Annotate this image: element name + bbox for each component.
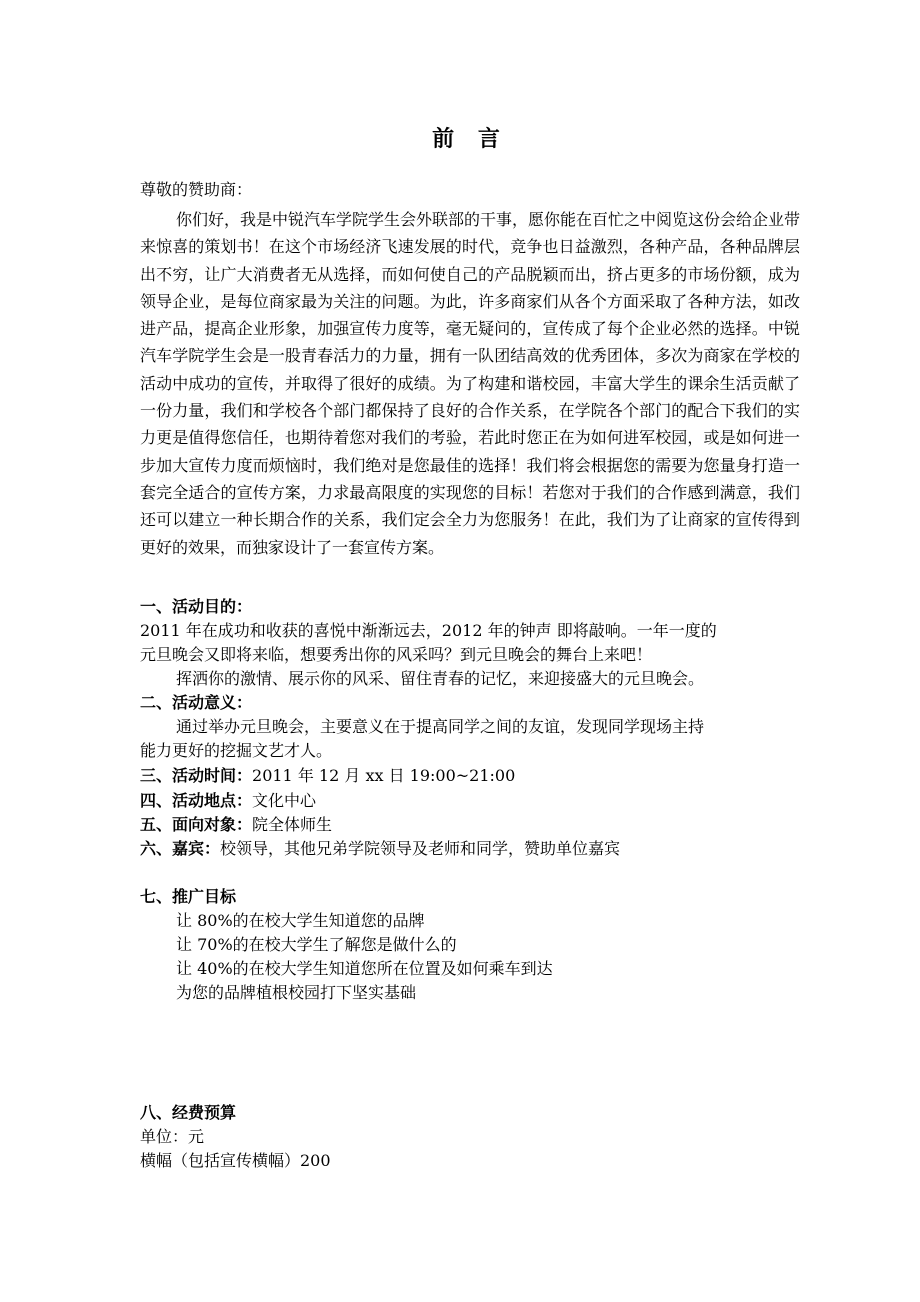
section-heading-budget: 八、经费预算 bbox=[140, 1103, 237, 1122]
significance-line: 通过举办元旦晚会，主要意义在于提高同学之间的友谊，发现同学现场主持 bbox=[176, 717, 705, 736]
intro-paragraph: 你们好，我是中锐汽车学院学生会外联部的干事，愿你能在百忙之中阅览这份会给企业带来惊喜的策划书！在这个市场经济飞速发展的时代，竞争也日益激烈，各种产品，各种品牌层出不穷，让广大消费者无从选择，而如何使自己的产品脱颖而出，挤占更多的市场份额，成为领导企业，是每位商家最为关注的问题。为此，许多商家们从各个方面采取了各种方法，如改进产品，提高企业形象，加强宣传力度等，毫无疑问的，宣传成了每个企业必然的选择。中锐汽车学院学生会是一股青春活力的力量，拥有一队团结高效的优秀团体，多次为商家在学校的活动中成功的宣传，并取得了很好的成绩。为了构建和谐校园，丰富大学生的课余生活贡献了一份力量，我们和学校各个部门都保持了良好的合作关系，在学院各个部门的配合下我们的实力更是值得您信任，也期待着您对我们的考验，若此时您正在为如何进军校园，或是如何进一步加大宣传力度而烦恼时，我们绝对是您最佳的选择！我们将会根据您的需要为您量身打造一套完全适合的宣传方案，力求最高限度的实现您的目标！若您对于我们的合作感到满意，我们还可以建立一种长期合作的关系，我们定会全力为您服务！在此，我们为了让商家的宣传得到更好的效果，而独家设计了一套宣传方案。 bbox=[140, 210, 801, 557]
promotion-goal-item: 让 40%的在校大学生知道您所在位置及如何乘车到达 bbox=[176, 959, 553, 978]
significance-line: 能力更好的挖掘文艺才人。 bbox=[140, 741, 333, 760]
audience-row bbox=[140, 813, 332, 837]
section-heading-purpose: 一、活动目的： bbox=[140, 597, 253, 616]
budget-unit: 单位：元 bbox=[140, 1127, 205, 1146]
guests-row bbox=[140, 837, 620, 861]
section-heading-location: 四、活动地点： bbox=[140, 791, 253, 810]
activity-location-row bbox=[140, 789, 316, 813]
promotion-goal-item: 为您的品牌植根校园打下坚实基础 bbox=[176, 983, 417, 1002]
purpose-line: 元旦晚会又即将来临，想要秀出你的风采吗？到元旦晚会的舞台上来吧！ bbox=[140, 645, 653, 664]
salutation: 尊敬的赞助商： bbox=[140, 180, 253, 199]
activity-location-value: 文化中心 bbox=[252, 791, 317, 810]
purpose-line: 2011 年在成功和收获的喜悦中渐渐远去，2012 年的钟声 即将敲响。一年一度的 bbox=[140, 621, 717, 640]
activity-time-row bbox=[140, 764, 515, 788]
guests-value: 校领导，其他兄弟学院领导及老师和同学，赞助单位嘉宾 bbox=[220, 839, 621, 858]
purpose-line: 挥洒你的激情、展示你的风采、留住青春的记忆，来迎接盛大的元旦晚会。 bbox=[176, 669, 705, 688]
budget-item: 横幅（包括宣传横幅）200 bbox=[140, 1151, 331, 1170]
activity-time-value: 2011 年 12 月 xx 日 19:00~21:00 bbox=[252, 766, 516, 785]
section-heading-promotion: 七、推广目标 bbox=[140, 887, 237, 906]
promotion-goal-item: 让 70%的在校大学生了解您是做什么的 bbox=[176, 935, 457, 954]
section-heading-audience: 五、面向对象： bbox=[140, 815, 253, 834]
section-heading-significance: 二、活动意义： bbox=[140, 693, 253, 712]
page-title: 前 言 bbox=[432, 126, 508, 152]
section-heading-time: 三、活动时间： bbox=[140, 766, 253, 785]
section-heading-guests: 六、嘉宾： bbox=[140, 839, 221, 858]
promotion-goal-item: 让 80%的在校大学生知道您的品牌 bbox=[176, 911, 425, 930]
audience-value: 院全体师生 bbox=[252, 815, 333, 834]
